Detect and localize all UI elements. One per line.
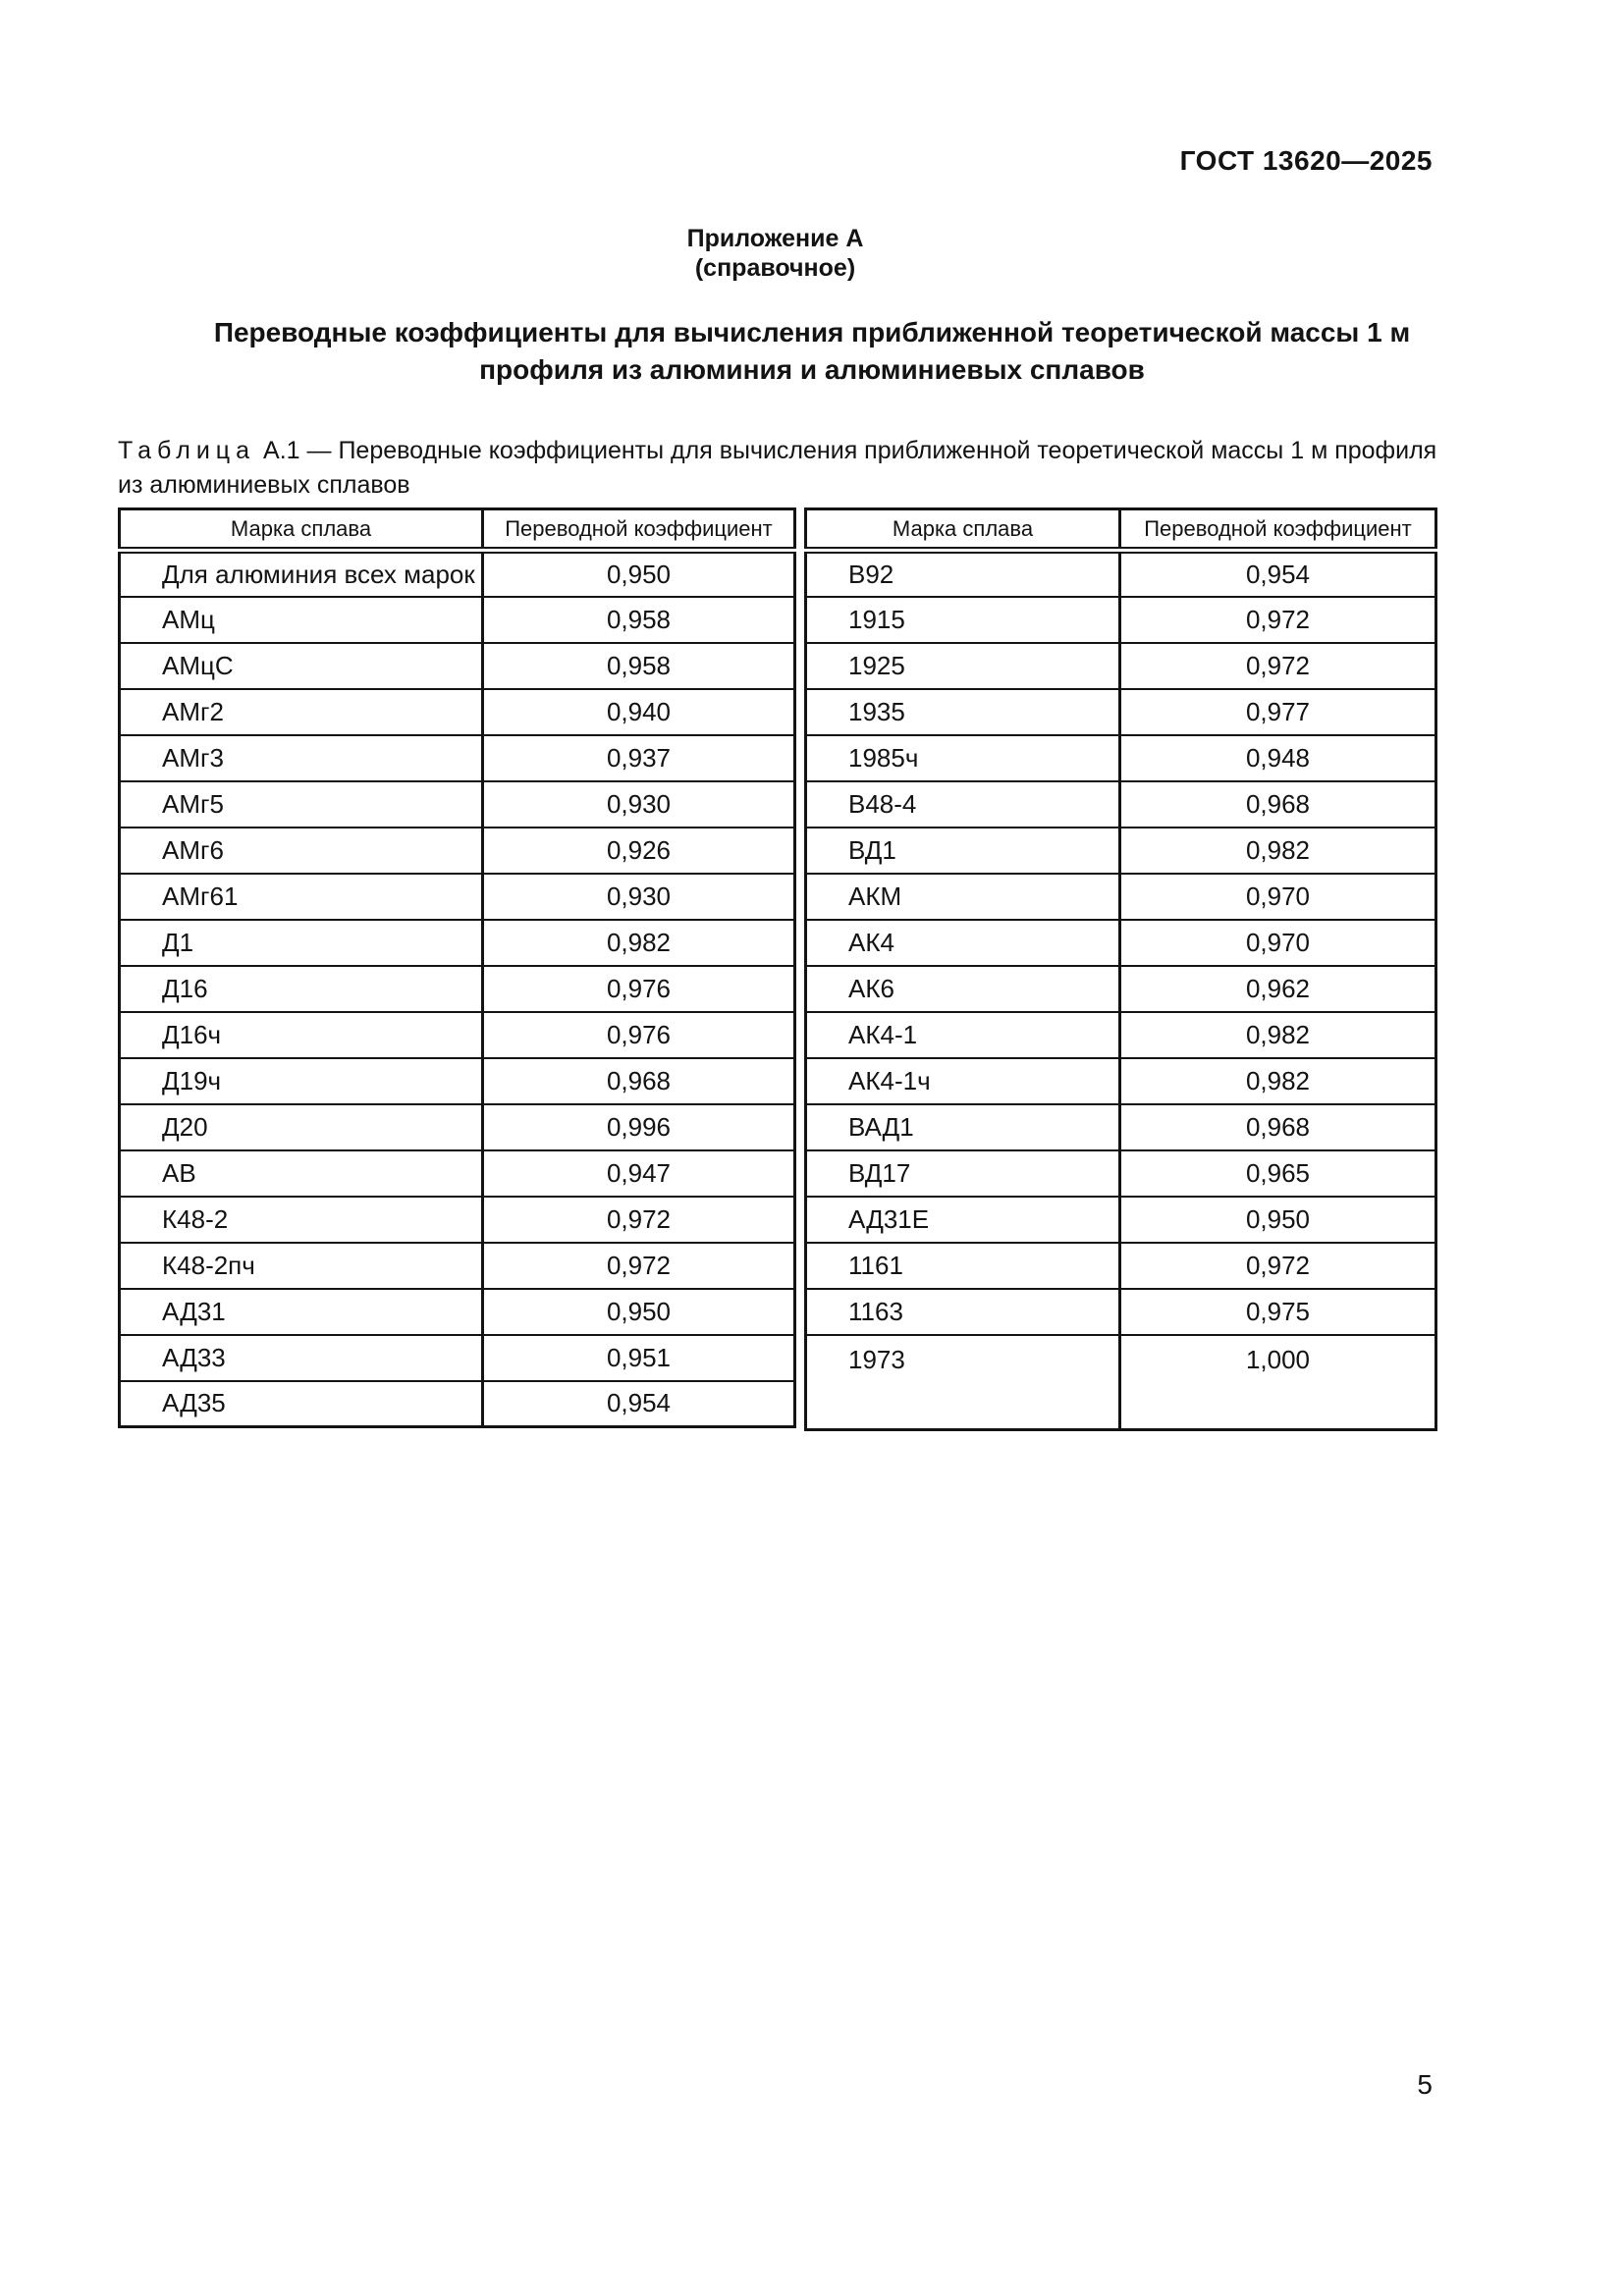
appendix-note: (справочное) <box>694 254 856 282</box>
coefficient-cell: 0,968 <box>1120 781 1436 828</box>
coefficient-cell: 0,958 <box>483 643 795 689</box>
alloy-grade-cell: ВД17 <box>806 1150 1120 1197</box>
table-row <box>806 1058 1436 1104</box>
coefficient-cell: 0,951 <box>483 1335 795 1381</box>
table-row <box>806 874 1436 920</box>
coefficient-cell: 0,930 <box>483 781 795 828</box>
alloy-grade-cell: АМг61 <box>120 874 483 920</box>
table-row <box>806 597 1436 643</box>
coefficient-cell: 0,970 <box>1120 874 1436 920</box>
alloy-grade-cell: Д19ч <box>120 1058 483 1104</box>
column-header-coefficient: Переводной коэффициент <box>483 509 795 551</box>
alloy-grade-cell: В48-4 <box>806 781 1120 828</box>
table-row <box>806 1335 1436 1430</box>
table-row <box>806 966 1436 1012</box>
alloy-grade-cell: АМг6 <box>120 828 483 874</box>
coefficient-cell: 0,950 <box>1120 1197 1436 1243</box>
alloy-grade-cell: АК4 <box>806 920 1120 966</box>
alloy-grade-cell: АД33 <box>120 1335 483 1381</box>
alloy-grade-cell: АК6 <box>806 966 1120 1012</box>
table-row <box>120 874 795 920</box>
coefficient-cell: 0,948 <box>1120 735 1436 781</box>
table-row <box>120 828 795 874</box>
table-row <box>120 1335 795 1381</box>
coefficient-cell: 0,996 <box>483 1104 795 1150</box>
alloy-grade-cell: АД31 <box>120 1289 483 1335</box>
document-number: ГОСТ 13620—2025 <box>1179 145 1433 176</box>
table-row <box>806 828 1436 874</box>
table-row <box>120 1289 795 1335</box>
coefficient-cell: 0,970 <box>1120 920 1436 966</box>
coefficient-cell: 0,972 <box>1120 643 1436 689</box>
alloy-grade-cell: К48-2 <box>120 1197 483 1243</box>
conversion-table-left <box>118 507 796 1428</box>
page-title <box>0 314 1624 389</box>
coefficient-cell: 0,965 <box>1120 1150 1436 1197</box>
alloy-grade-cell: АМг5 <box>120 781 483 828</box>
appendix-heading <box>118 224 1433 283</box>
table-row <box>120 1197 795 1243</box>
table-row <box>120 920 795 966</box>
table-row <box>120 966 795 1012</box>
header-row <box>120 509 795 551</box>
table-row <box>120 597 795 643</box>
table-row <box>806 781 1436 828</box>
table-row <box>120 689 795 735</box>
alloy-grade-cell: 1925 <box>806 643 1120 689</box>
alloy-grade-cell: 1163 <box>806 1289 1120 1335</box>
conversion-table-right <box>804 507 1437 1431</box>
table-row <box>120 735 795 781</box>
coefficient-cell: 0,950 <box>483 551 795 597</box>
alloy-grade-cell: Д20 <box>120 1104 483 1150</box>
alloy-grade-cell: В92 <box>806 551 1120 597</box>
table-row <box>120 1150 795 1197</box>
coefficient-cell: 0,954 <box>483 1381 795 1427</box>
table-caption <box>118 434 1438 503</box>
table-caption-label: Таблица <box>118 437 256 464</box>
coefficient-cell: 0,975 <box>1120 1289 1436 1335</box>
coefficient-cell: 0,954 <box>1120 551 1436 597</box>
coefficient-cell: 0,930 <box>483 874 795 920</box>
table-row <box>806 1243 1436 1289</box>
alloy-grade-cell: АМцС <box>120 643 483 689</box>
coefficient-cell: 0,968 <box>1120 1104 1436 1150</box>
conversion-tables <box>118 507 1437 1431</box>
table-row <box>806 1150 1436 1197</box>
table-row <box>806 1289 1436 1335</box>
coefficient-cell: 0,950 <box>483 1289 795 1335</box>
alloy-grade-cell: АМг3 <box>120 735 483 781</box>
header-row <box>806 509 1436 551</box>
alloy-grade-cell: АМц <box>120 597 483 643</box>
table-caption-text: А.1 — Переводные коэффициенты для вычисления приближенной теоретической массы 1 м профиля из алюминиевых сплавов <box>118 437 1437 499</box>
coefficient-cell: 0,982 <box>1120 828 1436 874</box>
coefficient-cell: 0,982 <box>1120 1058 1436 1104</box>
coefficient-cell: 1,000 <box>1120 1335 1436 1430</box>
alloy-grade-cell: Д1 <box>120 920 483 966</box>
column-header-alloy-grade: Марка сплава <box>120 509 483 551</box>
coefficient-cell: 0,972 <box>483 1243 795 1289</box>
coefficient-cell: 0,972 <box>483 1197 795 1243</box>
table-row <box>120 1058 795 1104</box>
alloy-grade-cell: АК4-1ч <box>806 1058 1120 1104</box>
coefficient-cell: 0,972 <box>1120 1243 1436 1289</box>
coefficient-cell: 0,958 <box>483 597 795 643</box>
appendix-label: Приложение А <box>686 225 864 252</box>
alloy-grade-cell: АД31Е <box>806 1197 1120 1243</box>
left-table-body <box>120 551 795 1427</box>
table-row <box>806 643 1436 689</box>
alloy-grade-cell: АД35 <box>120 1381 483 1427</box>
alloy-grade-cell: Д16 <box>120 966 483 1012</box>
coefficient-cell: 0,976 <box>483 966 795 1012</box>
alloy-grade-cell: 1985ч <box>806 735 1120 781</box>
table-row <box>120 643 795 689</box>
alloy-grade-cell: ВАД1 <box>806 1104 1120 1150</box>
table-row <box>120 1243 795 1289</box>
column-header-coefficient: Переводной коэффициент <box>1120 509 1436 551</box>
coefficient-cell: 0,968 <box>483 1058 795 1104</box>
coefficient-cell: 0,947 <box>483 1150 795 1197</box>
coefficient-cell: 0,962 <box>1120 966 1436 1012</box>
alloy-grade-cell: К48-2пч <box>120 1243 483 1289</box>
alloy-grade-cell: АВ <box>120 1150 483 1197</box>
coefficient-cell: 0,972 <box>1120 597 1436 643</box>
coefficient-cell: 0,940 <box>483 689 795 735</box>
coefficient-cell: 0,982 <box>1120 1012 1436 1058</box>
table-row <box>120 551 795 597</box>
alloy-grade-cell: 1161 <box>806 1243 1120 1289</box>
table-row <box>806 1012 1436 1058</box>
table-row <box>120 1012 795 1058</box>
coefficient-cell: 0,926 <box>483 828 795 874</box>
alloy-grade-cell: АМг2 <box>120 689 483 735</box>
alloy-grade-cell: ВД1 <box>806 828 1120 874</box>
coefficient-cell: 0,937 <box>483 735 795 781</box>
coefficient-cell: 0,976 <box>483 1012 795 1058</box>
page-number: 5 <box>1417 2069 1433 2100</box>
table-row <box>120 781 795 828</box>
right-table-body <box>806 551 1436 1430</box>
alloy-grade-cell: Д16ч <box>120 1012 483 1058</box>
alloy-grade-cell: 1915 <box>806 597 1120 643</box>
table-row <box>806 689 1436 735</box>
alloy-grade-cell: 1935 <box>806 689 1120 735</box>
table-row <box>806 1104 1436 1150</box>
alloy-grade-cell: 1973 <box>806 1335 1120 1430</box>
table-row <box>806 551 1436 597</box>
coefficient-cell: 0,977 <box>1120 689 1436 735</box>
alloy-grade-cell: АКМ <box>806 874 1120 920</box>
alloy-grade-cell: Для алюминия всех марок <box>120 551 483 597</box>
table-row <box>120 1104 795 1150</box>
table-row <box>806 920 1436 966</box>
table-row <box>120 1381 795 1427</box>
column-header-alloy-grade: Марка сплава <box>806 509 1120 551</box>
table-row <box>806 735 1436 781</box>
coefficient-cell: 0,982 <box>483 920 795 966</box>
table-row <box>806 1197 1436 1243</box>
page-title-text: Переводные коэффициенты для вычисления приближенной теоретической массы 1 м профиля из алюминия и алюминиевых сплавов <box>213 317 1411 385</box>
alloy-grade-cell: АК4-1 <box>806 1012 1120 1058</box>
